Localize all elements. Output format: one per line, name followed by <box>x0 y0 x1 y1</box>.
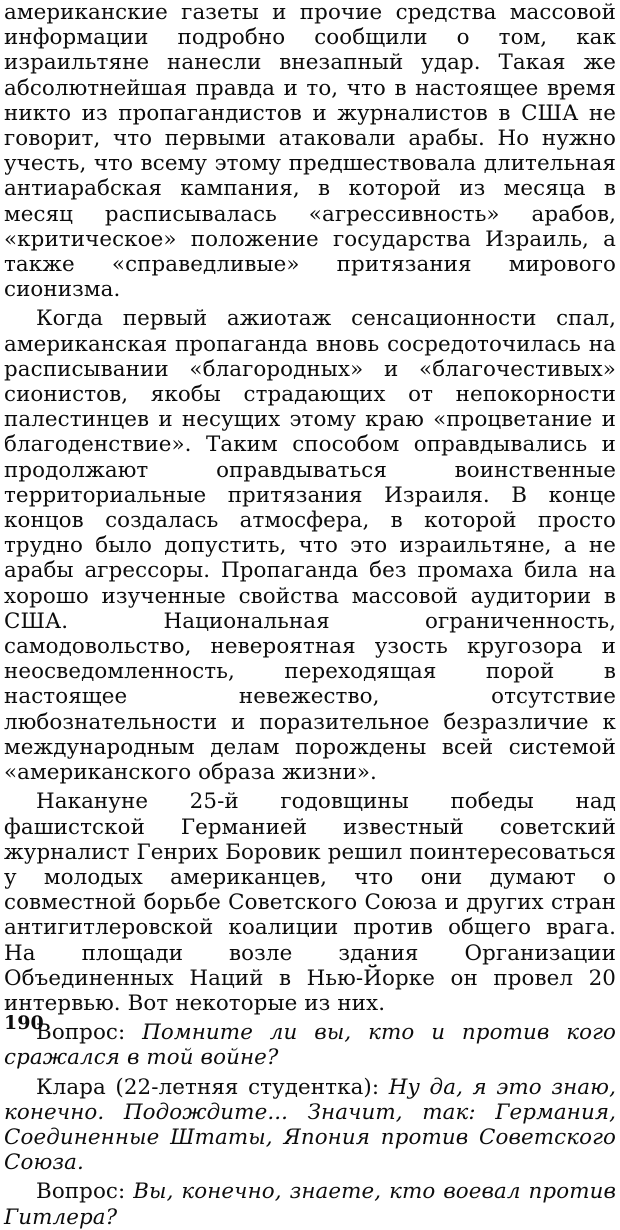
page-number: 190 <box>4 1012 44 1034</box>
paragraph-2: Когда первый ажиотаж сенсационности спал, американская пропаганда вновь сосредоточилась на расписывании «благородных» и «благочестивых» сионистов, якобы страдающих от непокорности палестинцев и несущих этому краю «процветание и благоденствие». Таким способом оправдывались и продолжают оправдываться воинственные территориальные притязания Израиля. В конце концов создалась атмосфера, в которой просто трудно было допустить, что это израильтяне, а не арабы агрессоры. Пропаганда без промаха била на хорошо изученные свойства массовой аудитории в США. Национальная ограниченность, самодовольство, невероятная узость кругозора и неосведомленность, переходящая порой в настоящее невежество, отсутствие любознательности и поразительное безразличие к международным делам порождены всей системой «американского образа жизни». <box>4 306 616 786</box>
dialogue-question-2 <box>4 1179 616 1229</box>
dialogue-speech: Ну да, я это знаю, конечно. Подождите... Значит, так: Германия, Соединенные Штаты, Япония против Советского Союза. <box>4 1074 616 1176</box>
paragraph-1: американские газеты и прочие средства массовой информации подробно сообщили о том, как израильтяне нанесли внезапный удар. Такая же абсолютнейшая правда и то, что в настоящее время никто из пропагандистов и журналистов в США не говорит, что первыми атаковали арабы. Но нужно учесть, что всему этому предшествовала длительная антиарабская кампания, в которой из месяца в месяц расписывалась «агрессивность» арабов, «критическое» положение государства Израиль, а также «справедливые» притязания мирового сионизма. <box>4 0 616 303</box>
paragraph-3: Накануне 25-й годовщины победы над фашистской Германией известный советский журналист Генрих Боровик решил поинтересоваться у молодых американцев, что они думают о совместной борьбе Советского Союза и других стран антигитлеровской коалиции против общего врага. На площади возле здания Организации Объединенных Наций в Нью-Йорке он провел 20 интервью. Вот некоторые из них. <box>4 789 616 1016</box>
dialogue-speaker: Вопрос: <box>36 1020 143 1046</box>
dialogue-speaker: Клара (22-летняя студентка): <box>36 1074 389 1100</box>
dialogue-speech: Вы, конечно, знаете, кто воевал против Гитлера? <box>4 1179 616 1230</box>
dialogue-answer-1 <box>4 1075 616 1176</box>
dialogue-question-1 <box>4 1020 616 1070</box>
dialogue-speaker: Вопрос: <box>36 1179 134 1205</box>
book-page <box>4 0 616 1230</box>
dialogue-speech: Помните ли вы, кто и против кого сражался в той войне? <box>4 1020 616 1071</box>
